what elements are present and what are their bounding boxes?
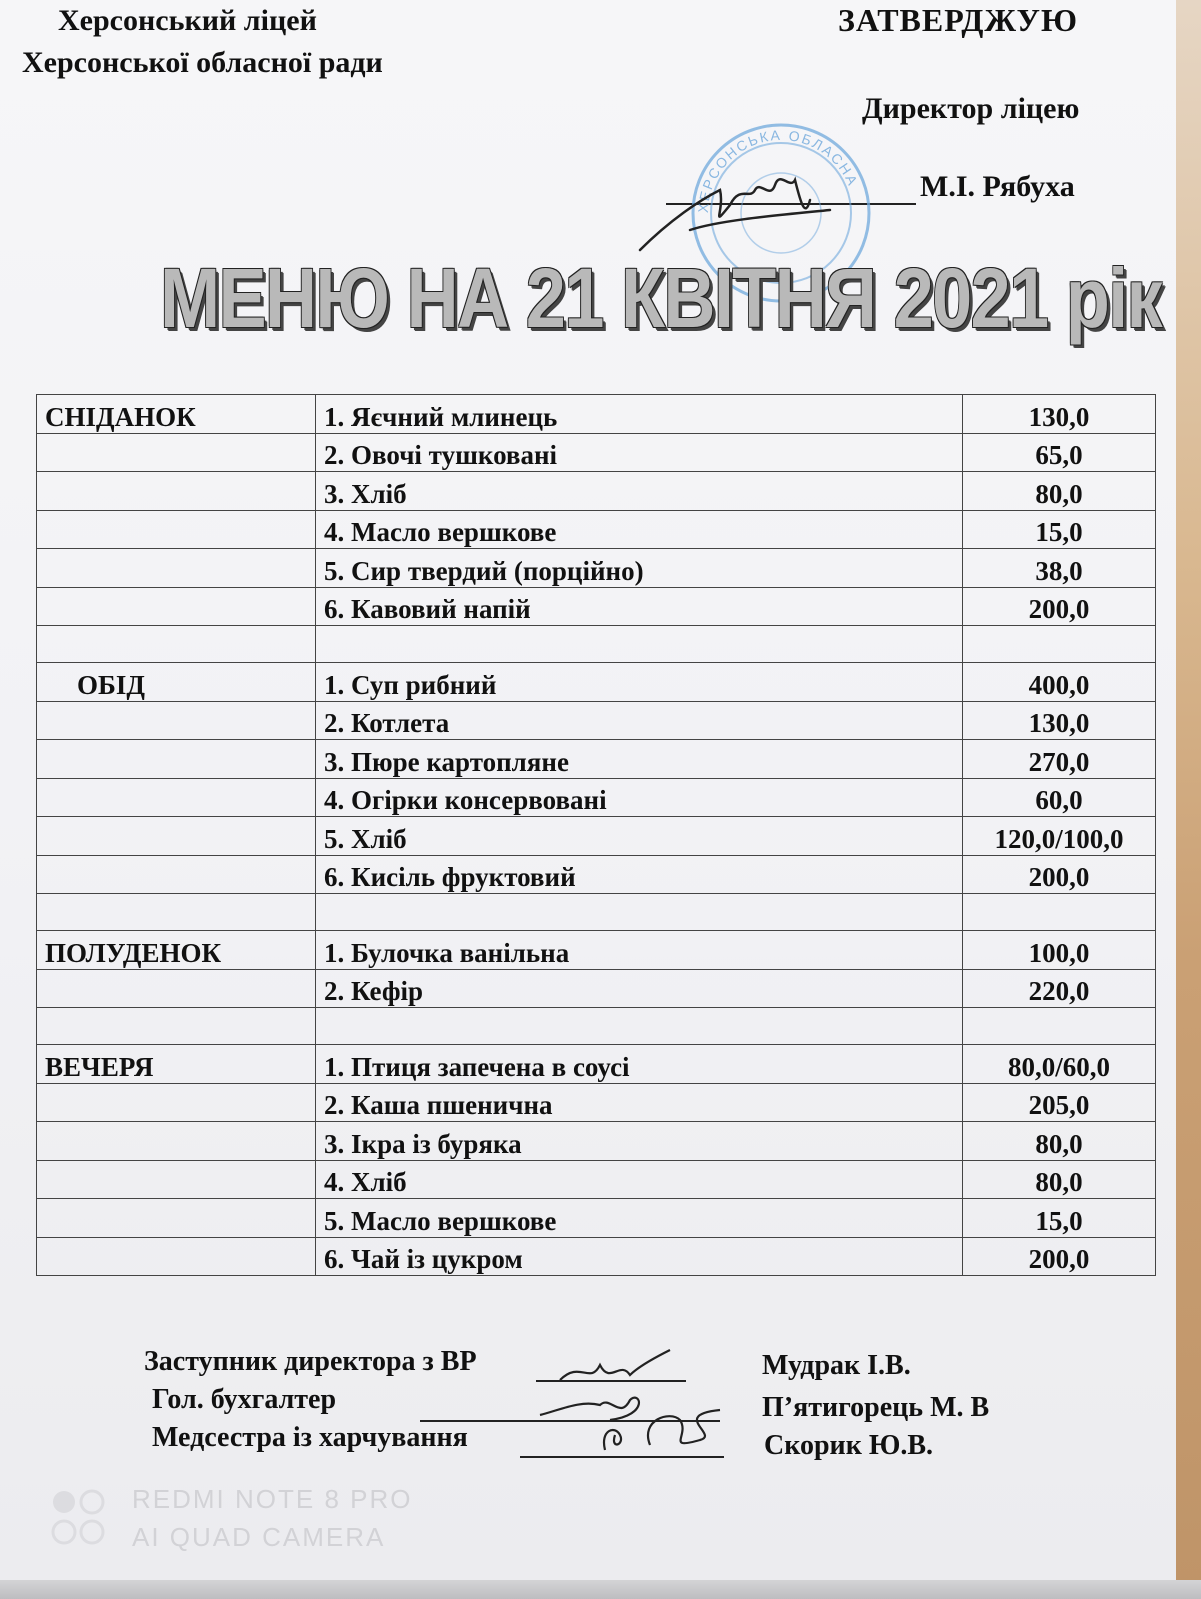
- director-title: Директор ліцею: [862, 92, 1080, 125]
- dish-name: 5. Сир твердий (порційно): [316, 549, 963, 588]
- dish-weight: 130,0: [963, 701, 1156, 740]
- dish-name: 2. Кефір: [316, 969, 963, 1008]
- meal-label-lunch: ОБІД: [37, 663, 316, 702]
- dish-name: 6. Кавовий напій: [316, 587, 963, 626]
- org-name-line2: Херсонської обласної ради: [22, 46, 383, 79]
- dish-name: 2. Овочі тушковані: [316, 433, 963, 472]
- dish-name: 1. Суп рибний: [316, 663, 963, 702]
- table-row: [37, 1160, 1156, 1199]
- signature-name-accountant: П’ятигорець М. В: [762, 1392, 990, 1423]
- meal-cell: [37, 817, 316, 856]
- watermark-line1: REDMI NOTE 8 PRO: [132, 1484, 413, 1514]
- dish-weight: 38,0: [963, 549, 1156, 588]
- table-row: [37, 472, 1156, 511]
- meal-cell: [37, 701, 316, 740]
- dish-name: 1. Птиця запечена в соусі: [316, 1045, 963, 1084]
- dish-name: 4. Хліб: [316, 1160, 963, 1199]
- table-row: [37, 663, 1156, 702]
- signature-role-nurse: Медсестра із харчування: [152, 1422, 468, 1453]
- dish-weight: 80,0: [963, 1160, 1156, 1199]
- dish-name: 5. Хліб: [316, 817, 963, 856]
- meal-cell: [37, 1160, 316, 1199]
- table-row: [37, 510, 1156, 549]
- table-row: [37, 395, 1156, 434]
- meal-cell: [37, 587, 316, 626]
- dish-weight: 270,0: [963, 740, 1156, 779]
- meal-cell: [37, 740, 316, 779]
- menu-table: [36, 394, 1156, 1276]
- dish-weight: 65,0: [963, 433, 1156, 472]
- dish-weight: 205,0: [963, 1083, 1156, 1122]
- dish-weight: 200,0: [963, 1237, 1156, 1276]
- meal-cell: [37, 472, 316, 511]
- approve-heading: ЗАТВЕРДЖУЮ: [838, 2, 1079, 38]
- dish-weight: 80,0: [963, 1122, 1156, 1161]
- background-surface: [1176, 0, 1201, 1599]
- dish-weight: 80,0/60,0: [963, 1045, 1156, 1084]
- dish-name: 3. Пюре картопляне: [316, 740, 963, 779]
- table-row: [37, 740, 1156, 779]
- dish-weight: 15,0: [963, 1199, 1156, 1238]
- dish-weight: 220,0: [963, 969, 1156, 1008]
- meal-label-dinner: ВЕЧЕРЯ: [37, 1045, 316, 1084]
- meal-cell: [37, 1237, 316, 1276]
- page-title: МЕНЮ НА 21 КВІТНЯ 2021 рік: [160, 251, 1161, 345]
- dish-name: 2. Котлета: [316, 701, 963, 740]
- meal-cell: [37, 1122, 316, 1161]
- table-row: [37, 969, 1156, 1008]
- table-row: [37, 701, 1156, 740]
- dish-name: 3. Хліб: [316, 472, 963, 511]
- dish-weight: 80,0: [963, 472, 1156, 511]
- camera-watermark-icon: [50, 1488, 108, 1548]
- signature-name-nurse: Скорик Ю.В.: [764, 1430, 934, 1461]
- dish-name: 2. Каша пшенична: [316, 1083, 963, 1122]
- org-name-line1: Херсонський ліцей: [58, 4, 317, 37]
- meal-cell: [37, 1083, 316, 1122]
- page-bottom-shadow: [0, 1580, 1201, 1599]
- table-row: [37, 1122, 1156, 1161]
- table-row: [37, 931, 1156, 970]
- table-row: [37, 1045, 1156, 1084]
- meal-label-breakfast: СНІДАНОК: [37, 395, 316, 434]
- meal-cell: [37, 855, 316, 894]
- signature-role-deputy: Заступник директора з ВР: [144, 1346, 477, 1377]
- meal-cell: [37, 433, 316, 472]
- meal-cell: [37, 969, 316, 1008]
- dish-name: 6. Кисіль фруктовий: [316, 855, 963, 894]
- watermark-line2: AI QUAD CAMERA: [132, 1522, 386, 1552]
- meal-label-snack: ПОЛУДЕНОК: [37, 931, 316, 970]
- dish-weight: 130,0: [963, 395, 1156, 434]
- table-row: [37, 587, 1156, 626]
- dish-name: 4. Масло вершкове: [316, 510, 963, 549]
- separator-row: [37, 894, 1156, 931]
- table-row: [37, 433, 1156, 472]
- dish-weight: 60,0: [963, 778, 1156, 817]
- dish-name: 4. Огірки консервовані: [316, 778, 963, 817]
- dish-weight: 200,0: [963, 855, 1156, 894]
- dish-name: 6. Чай із цукром: [316, 1237, 963, 1276]
- dish-weight: 200,0: [963, 587, 1156, 626]
- dish-weight: 120,0/100,0: [963, 817, 1156, 856]
- meal-cell: [37, 778, 316, 817]
- svg-text:ХЕРСОНСЬКА ОБЛАСНА: ХЕРСОНСЬКА ОБЛАСНА: [694, 126, 862, 214]
- table-row: [37, 1237, 1156, 1276]
- table-row: [37, 549, 1156, 588]
- meal-cell: [37, 549, 316, 588]
- table-row: [37, 855, 1156, 894]
- table-row: [37, 817, 1156, 856]
- table-row: [37, 1199, 1156, 1238]
- meal-cell: [37, 510, 316, 549]
- dish-name: 3. Ікра із буряка: [316, 1122, 963, 1161]
- dish-name: 1. Булочка ванільна: [316, 931, 963, 970]
- dish-name: 5. Масло вершкове: [316, 1199, 963, 1238]
- separator-row: [37, 1008, 1156, 1045]
- table-row: [37, 1083, 1156, 1122]
- signature-name-deputy: Мудрак І.В.: [762, 1350, 911, 1381]
- separator-row: [37, 626, 1156, 663]
- table-row: [37, 778, 1156, 817]
- dish-weight: 100,0: [963, 931, 1156, 970]
- dish-weight: 400,0: [963, 663, 1156, 702]
- dish-name: 1. Яєчний млинець: [316, 395, 963, 434]
- director-name: М.І. Рябуха: [920, 170, 1075, 203]
- meal-cell: [37, 1199, 316, 1238]
- dish-weight: 15,0: [963, 510, 1156, 549]
- signature-role-accountant: Гол. бухгалтер: [152, 1384, 337, 1415]
- handwritten-signatures-icon: [520, 1340, 740, 1460]
